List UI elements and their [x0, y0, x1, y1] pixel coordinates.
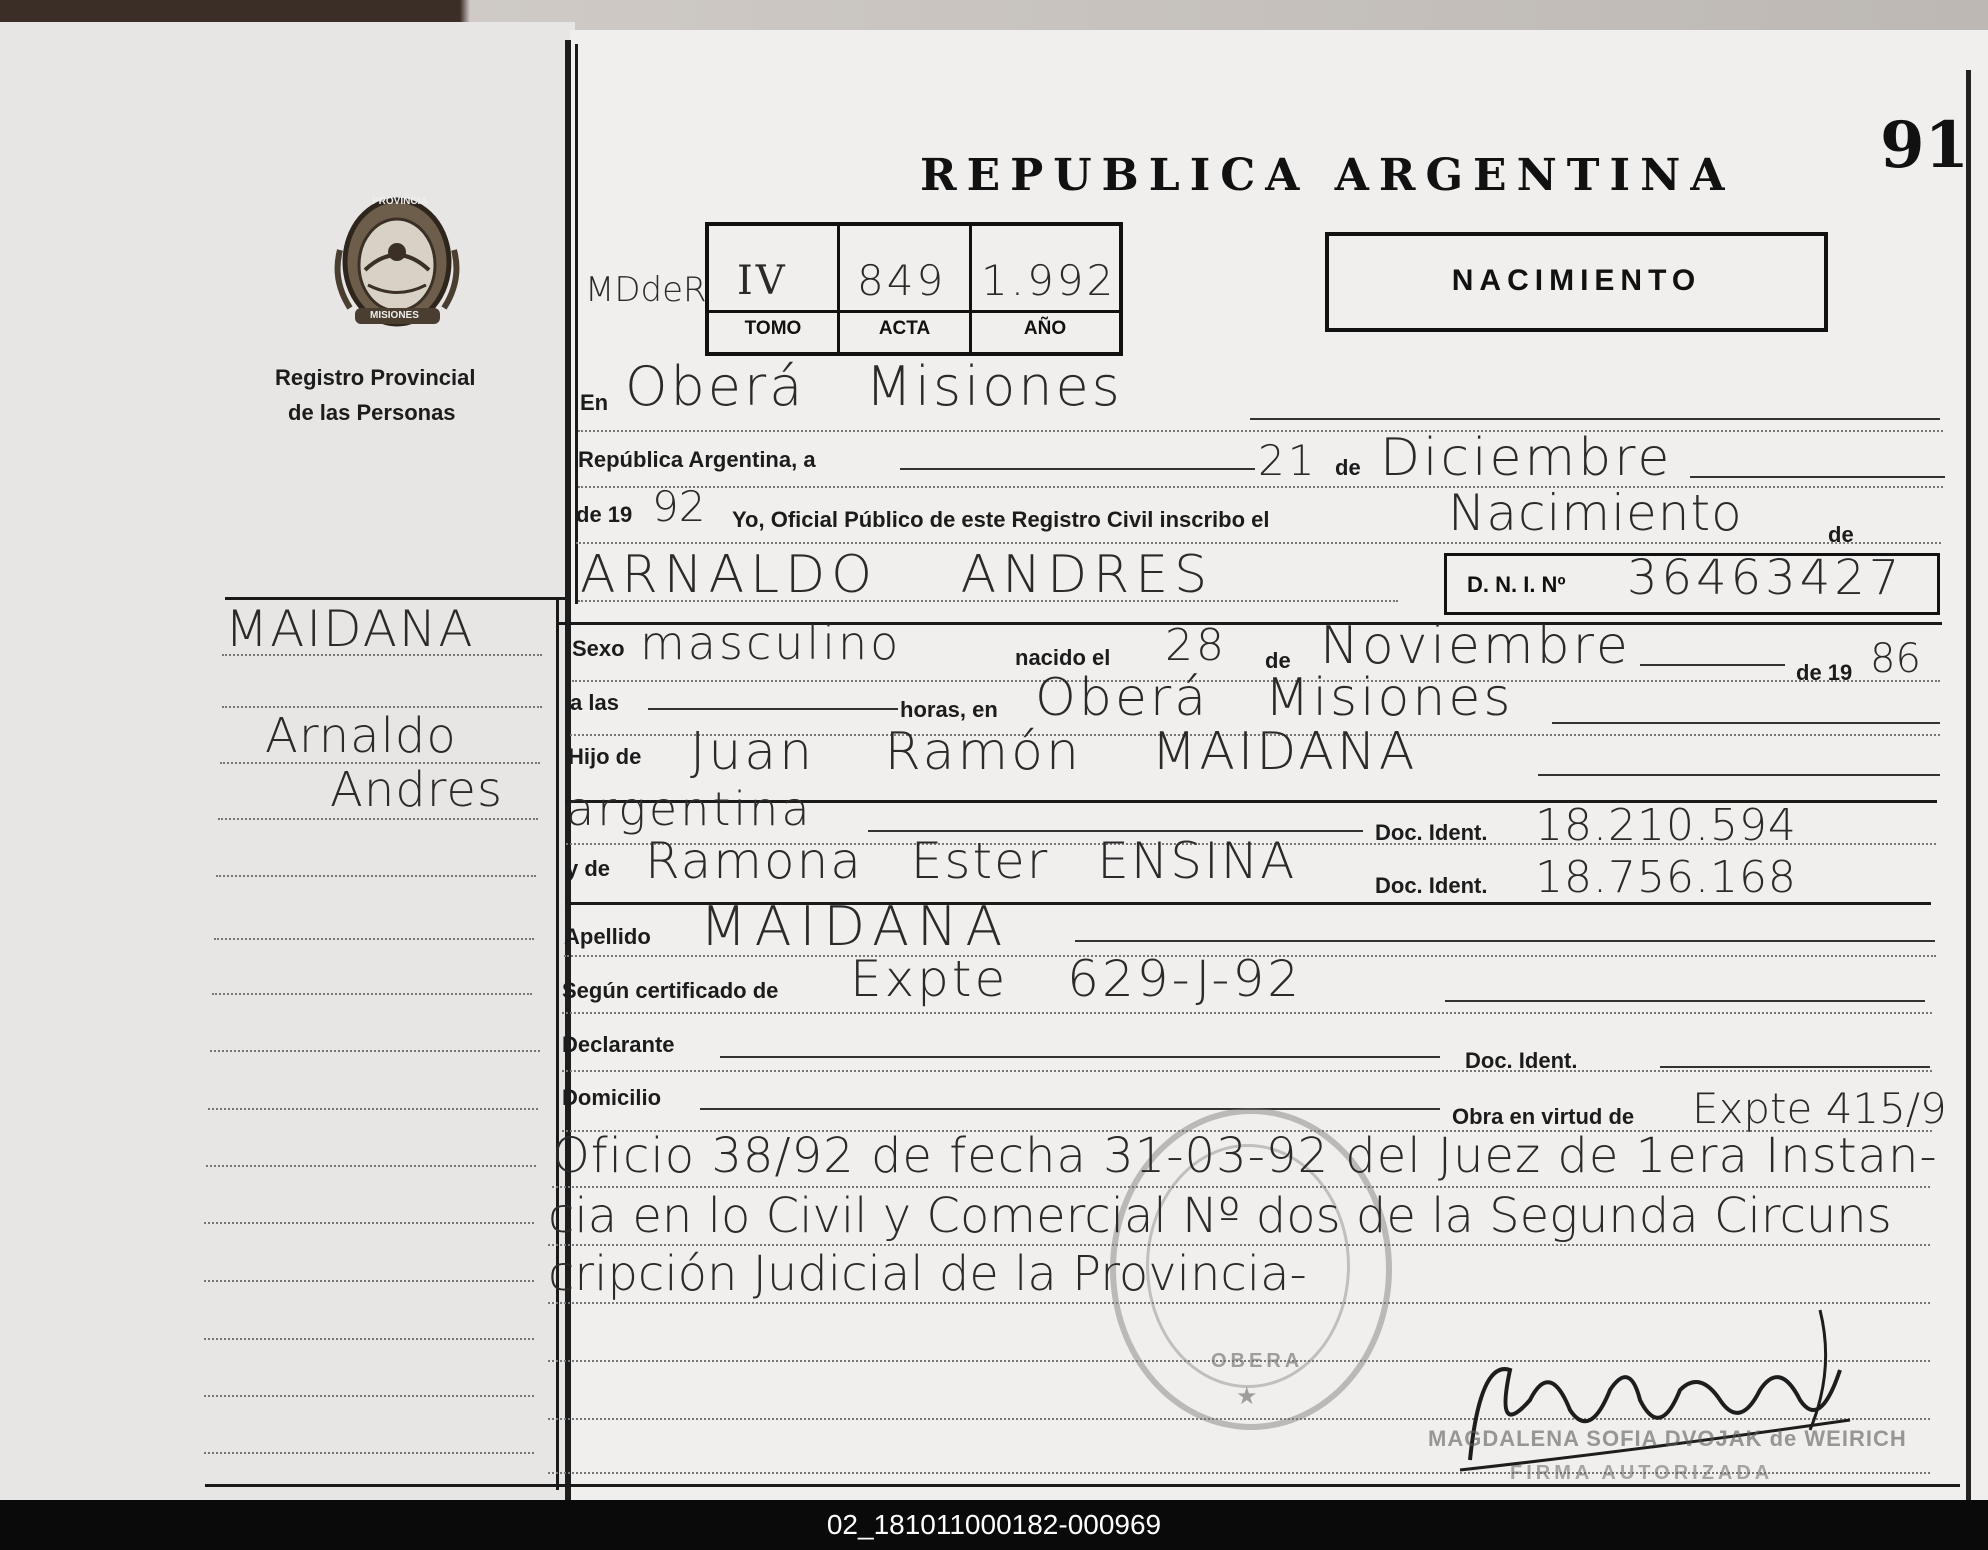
mother-doc-label: Doc. Ident.: [1375, 873, 1488, 898]
father-doc: 18.210.594: [1535, 800, 1797, 851]
seal-top-text: PROVINCIA: [372, 196, 428, 207]
inner-vertical-line-lower: [556, 600, 559, 1490]
sexo-label: Sexo: [572, 636, 625, 661]
form-line: [576, 542, 1941, 544]
form-line: [1640, 664, 1785, 666]
en-value: Oberá Misiones: [625, 355, 1123, 418]
note-line-2: cia en lo Civil y Comercial Nº dos de la Segunda Circuns: [548, 1188, 1892, 1244]
birth-year: 86: [1870, 636, 1921, 682]
margin-line: [212, 993, 532, 995]
margin-name1: Arnaldo: [265, 708, 457, 764]
form-line: [1538, 774, 1940, 776]
obra-label: Obra en virtud de: [1452, 1104, 1635, 1129]
dni-label: D. N. I. Nº: [1467, 572, 1566, 597]
form-line: [562, 1070, 1932, 1072]
margin-line: [204, 1452, 534, 1454]
form-line: [578, 600, 1398, 602]
signer-stamp-title: FIRMA AUTORIZADA: [1510, 1462, 1774, 1484]
inscribo-label: Yo, Oficial Público de este Registro Civil inscribo el: [732, 507, 1270, 532]
horas-label: horas, en: [900, 697, 998, 722]
seal-bottom-text: MISIONES: [370, 310, 419, 321]
margin-line: [204, 1280, 534, 1282]
inscribo-value: Nacimiento: [1448, 484, 1743, 542]
form-line: [578, 430, 1943, 432]
document-title: REPUBLICA ARGENTINA: [920, 150, 1735, 201]
father-name: Juan Ramón MAIDANA: [690, 722, 1418, 782]
seal-star-icon: ★: [1236, 1383, 1258, 1410]
anio-label: AÑO: [1023, 318, 1067, 339]
anio-value: 1.992: [981, 256, 1117, 305]
en-label: En: [580, 390, 609, 415]
margin-surname: MAIDANA: [225, 600, 475, 658]
form-line: [562, 1012, 1932, 1014]
father-doc-label: Doc. Ident.: [1375, 820, 1488, 845]
margin-line: [210, 1050, 540, 1052]
form-line: [1552, 722, 1940, 724]
right-border: [1966, 70, 1971, 1500]
declarante-label: Declarante: [562, 1032, 675, 1057]
margin-line: [208, 1108, 538, 1110]
note-line-1: Oficio 38/92 de fecha 31-03-92 del Juez de 1era Instan-: [552, 1128, 1938, 1184]
mother-doc: 18.756.168: [1535, 852, 1797, 903]
day-value: 21: [1258, 436, 1318, 485]
segun-value: Expte 629-J-92: [850, 950, 1303, 1008]
record-prefix-handwritten: MDdeR: [585, 270, 707, 310]
segun-label: Según certificado de: [562, 978, 779, 1003]
alas-label: a las: [570, 690, 619, 715]
mother-name: Ramona Ester ENSINA: [645, 832, 1297, 890]
form-line: [1075, 940, 1935, 942]
republica-label: República Argentina, a: [578, 447, 816, 472]
registered-name: ARNALDO ANDRES: [580, 545, 1214, 605]
form-line: [648, 708, 898, 710]
form-line: [900, 468, 1255, 470]
margin-line: [204, 1395, 534, 1397]
de19-label-2: de 19: [1796, 660, 1853, 685]
acta-value: 849: [857, 256, 947, 305]
tomo-label: TOMO: [744, 318, 802, 339]
domicilio-label: Domicilio: [562, 1085, 662, 1110]
seal-text-bottom: OBERA: [1211, 1350, 1304, 1372]
month-value: Diciembre: [1380, 428, 1673, 488]
birth-place: Oberá Misiones: [1035, 668, 1514, 728]
registry-name-line2: de las Personas: [288, 400, 456, 425]
record-box-divider: [709, 310, 1119, 313]
de19-label: de 19: [576, 502, 633, 527]
margin-line: [206, 1165, 536, 1167]
hijo-label: Hijo de: [568, 744, 642, 769]
signer-stamp-name: MAGDALENA SOFIA DVOJAK de WEIRICH: [1428, 1426, 1907, 1451]
form-line: [1660, 1066, 1930, 1068]
form-line: [700, 1108, 1440, 1110]
note-line-3: cripción Judicial de la Provincia-: [548, 1246, 1307, 1302]
registry-name-line1: Registro Provincial: [275, 365, 476, 390]
sexo-value: masculino: [640, 616, 902, 670]
yde-label: y de: [566, 856, 611, 881]
de-label-2: de: [1828, 522, 1854, 547]
margin-line: [204, 1222, 534, 1224]
de-label-3: de: [1265, 648, 1291, 673]
father-nationality: argentina: [566, 782, 813, 836]
image-id-bar: [0, 1500, 1988, 1550]
margin-line: [214, 938, 534, 940]
margin-name2: Andres: [330, 762, 503, 818]
dni-box: [1444, 550, 1940, 615]
form-line: [1445, 1000, 1925, 1002]
handwritten-signature: [1440, 1300, 1860, 1480]
form-line: [1690, 476, 1945, 478]
declarante-doc-label: Doc. Ident.: [1465, 1048, 1578, 1073]
obra-value: Expte 415/9: [1692, 1084, 1947, 1133]
form-line: [1250, 418, 1940, 420]
year-value: 92: [652, 482, 706, 531]
act-type-label: NACIMIENTO: [1451, 264, 1702, 297]
margin-line: [218, 818, 538, 820]
de-label: de: [1335, 455, 1361, 480]
acta-label: ACTA: [878, 318, 931, 339]
record-box: [705, 222, 1123, 356]
birth-month: Noviembre: [1320, 616, 1631, 676]
act-type-box: [1325, 232, 1828, 332]
image-id: 02_181011000182-000969: [826, 1509, 1162, 1540]
tomo-value: IV: [737, 258, 788, 304]
birth-day: 28: [1165, 620, 1227, 671]
apellido-value: MAIDANA: [700, 895, 1011, 958]
form-line: [720, 1056, 1440, 1058]
dni-value: 36463427: [1627, 550, 1904, 606]
margin-line: [222, 654, 542, 656]
apellido-label: Apellido: [564, 924, 651, 949]
page-number: 91: [1880, 108, 1970, 183]
nacido-label: nacido el: [1015, 645, 1111, 670]
provincial-coat-of-arms: [330, 190, 465, 340]
margin-line: [216, 875, 536, 877]
margin-line: [204, 1338, 534, 1340]
